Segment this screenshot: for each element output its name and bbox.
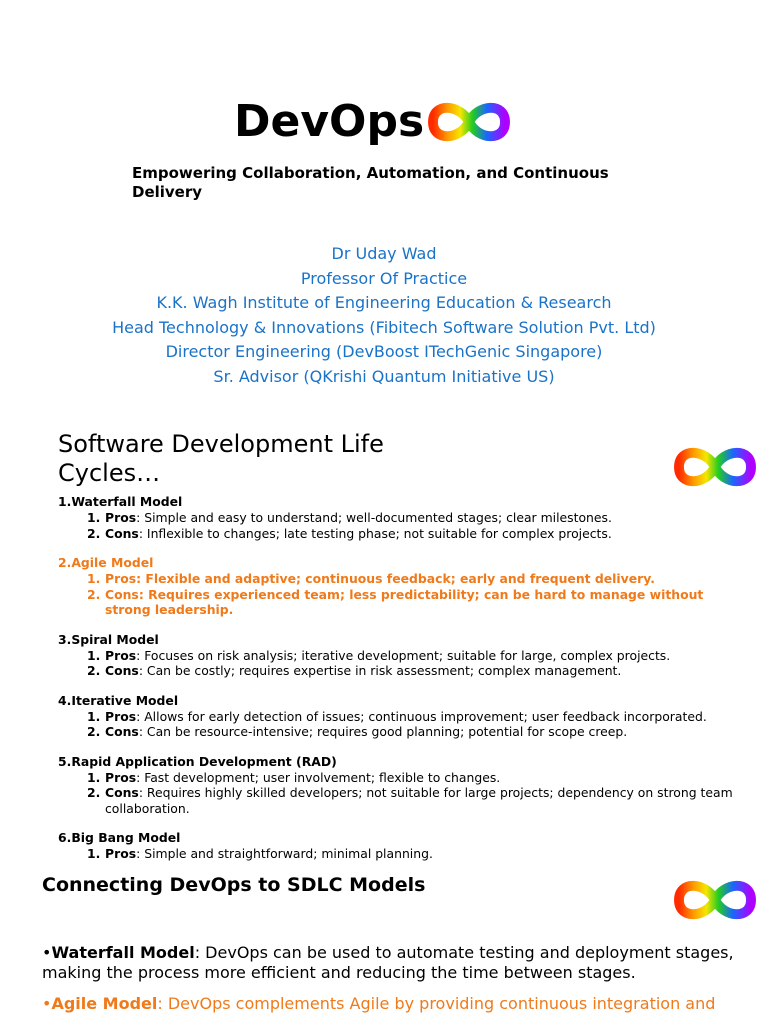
point-body: : Flexible and adaptive; continuous feedback; early and frequent delivery. (136, 571, 655, 586)
bullet-mark: • (42, 994, 52, 1013)
rainbow-infinity-icon (670, 871, 760, 929)
point-body: : Requires highly skilled developers; not suitable for large projects; dependency on strong team collaboration. (105, 785, 733, 816)
model-points (58, 770, 738, 817)
bullet-label: Waterfall Model (51, 943, 195, 962)
slide-subtitle: Empowering Collaboration, Automation, and Continuous Delivery (132, 164, 609, 201)
model-item (58, 754, 738, 817)
model-heading: 5.Rapid Application Development (RAD) (58, 753, 337, 769)
author-role: Professor Of Practice (300, 268, 468, 288)
slide-heading: Software Development Life Cycles… (58, 430, 384, 487)
point-text (105, 571, 738, 587)
author-affiliation: Head Technology & Innovations (Fibitech Software Solution Pvt. Ltd) (112, 317, 656, 337)
model-heading: 3.Spiral Model (58, 631, 159, 647)
model-point (87, 770, 738, 786)
model-points (58, 510, 738, 541)
model-item (58, 494, 738, 541)
point-number: 2. (87, 663, 101, 678)
point-number: 2. (87, 586, 101, 602)
model-points (58, 571, 738, 618)
slide-heading: Connecting DevOps to SDLC Models (42, 874, 426, 896)
rainbow-infinity-icon (424, 93, 514, 151)
model-heading: 6.Big Bang Model (58, 830, 181, 845)
author-block (0, 242, 768, 390)
point-label: Pros (105, 647, 137, 663)
point-number: 1. (87, 647, 101, 663)
model-item (58, 555, 738, 618)
point-label: Cons (105, 586, 139, 602)
title-row (234, 92, 514, 152)
point-text (105, 587, 738, 618)
point-label: Pros (105, 510, 137, 525)
slide-body (42, 943, 742, 1024)
point-number: 1. (87, 510, 101, 525)
point-text (105, 846, 738, 862)
point-text (105, 785, 738, 816)
model-point (87, 785, 738, 816)
model-point (87, 846, 738, 862)
model-item (58, 693, 738, 740)
point-body: : Inflexible to changes; late testing phase; not suitable for complex projects. (138, 525, 612, 541)
model-heading: 4.Iterative Model (58, 692, 179, 708)
point-text (105, 709, 738, 725)
model-item (58, 830, 738, 862)
point-label: Pros (105, 769, 137, 785)
point-body: : Can be costly; requires expertise in risk assessment; complex management. (138, 663, 622, 678)
bullet-text: : DevOps can be used to automate testing and deployment stages, making the process more efficient and reducing the time between stages. (42, 943, 734, 982)
point-number: 2. (87, 525, 101, 541)
point-number: 2. (87, 785, 101, 800)
model-point (87, 526, 738, 542)
devops-sdlc-slide (0, 865, 768, 1024)
point-text (105, 648, 738, 664)
point-number: 2. (87, 724, 101, 739)
point-body: : Fast development; user involvement; flexible to changes. (136, 769, 501, 785)
point-body: : Allows for early detection of issues; continuous improvement; user feedback incorporated. (136, 708, 707, 724)
bullet-paragraph (42, 943, 742, 982)
point-text (105, 526, 738, 542)
bullet-text: : DevOps complements Agile by providing continuous integration and (157, 994, 716, 1013)
point-label: Cons (105, 663, 139, 678)
point-text (105, 510, 738, 526)
author-affiliation: Sr. Advisor (QKrishi Quantum Initiative US) (213, 366, 555, 386)
author-name: Dr Uday Wad (331, 244, 437, 263)
point-body: : Focuses on risk analysis; iterative development; suitable for large, complex projects. (136, 647, 671, 663)
point-body: : Simple and easy to understand; well-documented stages; clear milestones. (136, 510, 612, 525)
slide-title: DevOps (234, 96, 425, 147)
point-label: Cons (105, 785, 139, 800)
model-list (58, 494, 738, 865)
bullet-paragraph (42, 994, 742, 1014)
point-body: : Requires experienced team; less predictability; can be hard to manage without strong leadership. (105, 586, 704, 617)
rainbow-infinity-icon (670, 438, 760, 496)
title-slide (0, 0, 768, 420)
model-heading: 1.Waterfall Model (58, 494, 183, 509)
model-points (58, 648, 738, 679)
point-label: Pros (105, 571, 137, 586)
model-point (87, 724, 738, 740)
model-points (58, 846, 738, 862)
point-body: : Simple and straightforward; minimal planning. (136, 846, 433, 861)
point-number: 1. (87, 846, 101, 861)
model-point (87, 663, 738, 679)
model-point (87, 587, 738, 618)
author-affiliation: K.K. Wagh Institute of Engineering Education & Research (156, 293, 612, 313)
point-text (105, 724, 738, 740)
model-point (87, 648, 738, 664)
model-points (58, 709, 738, 740)
author-affiliation: Director Engineering (DevBoost ITechGenic Singapore) (165, 342, 603, 362)
model-heading: 2.Agile Model (58, 555, 154, 570)
point-number: 1. (87, 769, 101, 785)
model-point (87, 510, 738, 526)
point-label: Pros (105, 846, 137, 861)
model-point (87, 571, 738, 587)
bullet-mark: • (42, 943, 52, 962)
point-number: 1. (87, 571, 101, 586)
point-body: : Can be resource-intensive; requires good planning; potential for scope creep. (138, 724, 628, 739)
point-text (105, 663, 738, 679)
point-label: Pros (105, 708, 137, 724)
model-item (58, 632, 738, 679)
point-label: Cons (105, 724, 139, 739)
point-label: Cons (105, 525, 139, 541)
point-number: 1. (87, 708, 101, 724)
bullet-label: Agile Model (51, 994, 158, 1013)
point-text (105, 770, 738, 786)
model-point (87, 709, 738, 725)
sdlc-slide (0, 420, 768, 865)
